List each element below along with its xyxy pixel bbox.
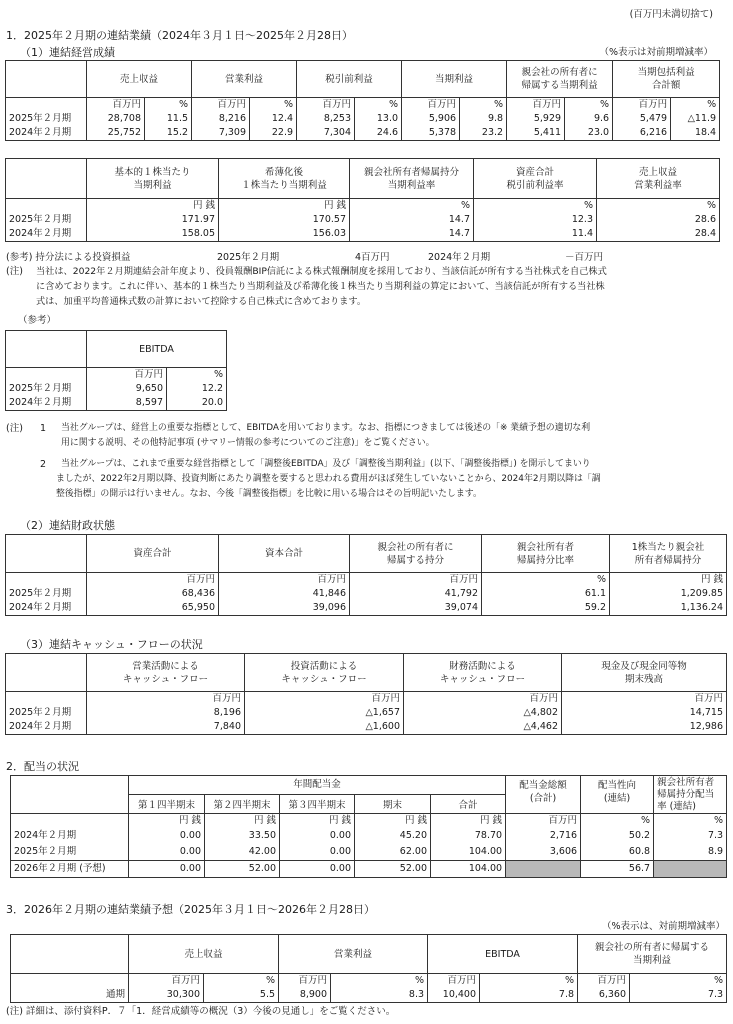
cash-flow-table: [5, 653, 727, 735]
header-diluted-eps: 希薄化後 １株当たり当期利益: [219, 159, 350, 199]
value-cell: 11.4: [474, 227, 597, 242]
header-q3: 第３四半期末: [280, 795, 355, 814]
value-cell: 7,840: [87, 720, 245, 735]
row-label: 2025年２月期: [6, 706, 87, 720]
unit-row: [6, 98, 720, 113]
value-cell: 8,900: [279, 988, 331, 1003]
value-cell: 7.3: [630, 988, 727, 1003]
value-cell: 104.00: [431, 860, 506, 877]
value-cell: 0.00: [129, 844, 205, 860]
table-row: [6, 587, 727, 601]
ebitda-note-line: 用に関する説明、その他特記事項 (サマリー情報の参考についてのご注意)」をご覧ください。: [61, 438, 435, 448]
unit-cell: 百万円: [279, 974, 331, 989]
value-cell: 7.3: [654, 828, 727, 844]
header-operating-margin: 売上収益 営業利益率: [597, 159, 720, 199]
financial-position-table: [5, 534, 727, 616]
value-cell: 6,216: [613, 126, 671, 141]
value-cell: 5,906: [402, 112, 460, 126]
corner-cell: [11, 935, 129, 974]
header-owner-profit: 親会社の所有者に 帰属する当期利益: [521, 67, 598, 91]
value-cell: 30,300: [129, 988, 204, 1003]
unit-row: [11, 974, 727, 989]
header-investing-cf: 投資活動による キャッシュ・フロー: [245, 654, 404, 692]
header-total-dividend: 配当金総額 (合計): [506, 776, 581, 814]
value-cell: 12.2: [167, 382, 227, 396]
equity-method-period1: 2025年２月期: [217, 252, 280, 263]
table-row: [6, 213, 720, 227]
value-cell: △1,600: [245, 720, 404, 735]
value-cell: 41,792: [350, 587, 482, 601]
value-cell: 2,716: [506, 828, 581, 844]
corner-cell: [6, 654, 87, 692]
equity-method-label: (参考) 持分法による投資損益: [6, 252, 131, 263]
unit-cell: %: [630, 974, 727, 989]
row-label: 2024年２月期: [6, 227, 87, 242]
section1-sub3-title: （3）連結キャッシュ・フローの状況: [20, 638, 203, 651]
table-row: [6, 601, 727, 616]
header-bps: 1株当たり親会社 所有者帰属持分: [610, 535, 727, 573]
header-doe: 親会社所有者 帰属持分配当 率 (連結): [654, 776, 727, 814]
value-cell: 39,096: [219, 601, 350, 616]
corner-cell: [11, 776, 129, 814]
unit-row: [6, 199, 720, 214]
value-cell: 18.4: [671, 126, 720, 141]
header-operating-profit: 営業利益: [225, 73, 264, 85]
unit-cell: %: [654, 814, 727, 829]
shaded-cell: [506, 860, 581, 877]
value-cell: 12.3: [474, 213, 597, 227]
note-line: 当社は、2022年２月期連結会計年度より、役員報酬BIP信託による株式報酬制度を採用しており、当該信託が所有する当社株式を自己株式: [36, 266, 607, 277]
value-cell: 62.00: [355, 844, 431, 860]
value-cell: 170.57: [219, 213, 350, 227]
table-row: [11, 844, 727, 860]
unit-cell: %: [480, 974, 578, 989]
ebitda-note-line: 当社グループは、これまで重要な経営指標として「調整後EBITDA」及び「調整後当期利益」(以下、「調整後指標」) を開示してまいり: [61, 459, 591, 469]
value-cell: 14,715: [562, 706, 727, 720]
value-cell: 15.2: [145, 126, 192, 141]
value-cell: △4,802: [404, 706, 562, 720]
value-cell: 33.50: [205, 828, 280, 844]
unit-cell: 百万円: [219, 573, 350, 588]
col-header: [507, 61, 613, 98]
header-comprehensive-income: 当期包括利益 合計額: [637, 67, 695, 91]
value-cell: 52.00: [355, 860, 431, 877]
header-roa: 資産合計 税引前利益率: [474, 159, 597, 199]
value-cell: 7,304: [297, 126, 355, 141]
unit-cell: %: [167, 368, 227, 383]
value-cell: 50.2: [581, 828, 654, 844]
header-annual-dividend: 年間配当金: [129, 776, 506, 795]
unit-cell: %: [597, 199, 720, 214]
table-row: [6, 126, 720, 141]
unit-cell: 百万円: [129, 974, 204, 989]
unit-cell: 百万円: [87, 692, 245, 707]
value-cell: 24.6: [355, 126, 402, 141]
section3-note: (注) 詳細は、添付資料P．７「1．経営成績等の概況（3）今後の見通し」をご覧ください。: [6, 1006, 396, 1017]
row-label: 2024年２月期: [6, 601, 87, 616]
unit-cell: %: [474, 199, 597, 214]
col-header: [297, 61, 402, 98]
value-cell: 12,986: [562, 720, 727, 735]
header-year-end: 期末: [355, 795, 431, 814]
unit-cell: 百万円: [578, 974, 630, 989]
header-q2: 第２四半期末: [205, 795, 280, 814]
value-cell: 8,253: [297, 112, 355, 126]
ebitda-note-line: ましたが、2022年2月期以降、投資判断にあたり調整を要すると思われる費用がほぼ発生していないことから、2024年2月期以降は「調: [56, 474, 601, 484]
header-payout-ratio: 配当性向 (連結): [581, 776, 654, 814]
header-total-assets: 資産合計: [87, 535, 219, 573]
unit-cell: 百万円: [87, 368, 167, 383]
row-label: 2024年２月期: [6, 720, 87, 735]
ebitda-note-number: 2: [40, 459, 47, 470]
value-cell: 61.1: [482, 587, 610, 601]
dividend-table: [10, 775, 727, 878]
col-header: [87, 61, 192, 98]
value-cell: 0.00: [280, 828, 355, 844]
unit-cell: 円 銭: [355, 814, 431, 829]
table-row: [11, 828, 727, 844]
table-row: [6, 112, 720, 126]
unit-cell: 百万円: [613, 98, 671, 113]
reference-title: （参考）: [18, 315, 57, 326]
value-cell: △4,462: [404, 720, 562, 735]
unit-row: [6, 692, 727, 707]
value-cell: 8.9: [654, 844, 727, 860]
value-cell: 8,196: [87, 706, 245, 720]
section1-title: 1．2025年２月期の連結業績（2024年３月１日～2025年２月28日）: [6, 29, 353, 42]
unit-cell: 円 銭: [610, 573, 727, 588]
value-cell: 56.7: [581, 860, 654, 877]
table-row: [6, 396, 227, 411]
header-ebitda: EBITDA: [87, 331, 227, 368]
header-financing-cf: 財務活動による キャッシュ・フロー: [404, 654, 562, 692]
unit-cell: 百万円: [297, 98, 355, 113]
value-cell: 28.4: [597, 227, 720, 242]
unit-cell: 百万円: [506, 814, 581, 829]
header-revenue: 売上収益: [120, 73, 159, 85]
value-cell: 0.00: [280, 844, 355, 860]
value-cell: 10,400: [428, 988, 480, 1003]
header-total: 合計: [431, 795, 506, 814]
value-cell: 23.2: [460, 126, 507, 141]
value-cell: 22.9: [250, 126, 297, 141]
header-pretax-profit: 税引前利益: [325, 73, 373, 85]
value-cell: 9.6: [565, 112, 613, 126]
shaded-cell: [654, 860, 727, 877]
unit-cell: 百万円: [428, 974, 480, 989]
unit-cell: %: [250, 98, 297, 113]
unit-cell: 円 銭: [219, 199, 350, 214]
unit-row: [6, 368, 227, 383]
value-cell: 60.8: [581, 844, 654, 860]
corner-cell: [6, 535, 87, 573]
unit-cell: %: [355, 98, 402, 113]
corner-cell: [6, 331, 87, 368]
forecast-row: [11, 860, 727, 877]
header-ebitda: EBITDA: [428, 935, 578, 974]
value-cell: 104.00: [431, 844, 506, 860]
unit-cell: 百万円: [562, 692, 727, 707]
value-cell: 28,708: [87, 112, 145, 126]
value-cell: 1,209.85: [610, 587, 727, 601]
value-cell: 14.7: [350, 227, 474, 242]
row-label: 2024年２月期: [11, 828, 129, 844]
unit-cell: %: [350, 199, 474, 214]
unit-cell: %: [581, 814, 654, 829]
col-header: [192, 61, 297, 98]
value-cell: 7.8: [480, 988, 578, 1003]
per-share-table: [5, 158, 720, 242]
unit-cell: 百万円: [402, 98, 460, 113]
value-cell: 7,309: [192, 126, 250, 141]
header-net-profit: 当期利益: [435, 73, 474, 85]
row-label: 2025年２月期: [6, 112, 87, 126]
unit-cell: 百万円: [192, 98, 250, 113]
row-label: 2025年２月期: [6, 213, 87, 227]
ebitda-note-line: 整後指標」の開示は行いません。なお、今後「調整後指標」を比較に用いる場合はその旨明記いたします。: [56, 489, 482, 499]
ebitda-note-line: 当社グループは、経営上の重要な指標として、EBITDAを用いております。なお、指標につきましては後述の「※ 業績予想の適切な利: [61, 423, 591, 433]
value-cell: 9.8: [460, 112, 507, 126]
unit-cell: %: [204, 974, 279, 989]
value-cell: 0.00: [280, 860, 355, 877]
row-label: 2025年２月期: [6, 587, 87, 601]
row-label: 2024年２月期: [6, 126, 87, 141]
equity-method-value1: 4百万円: [355, 252, 390, 263]
unit-cell: %: [565, 98, 613, 113]
value-cell: 59.2: [482, 601, 610, 616]
row-label: 2024年２月期: [6, 396, 87, 411]
header-operating-cf: 営業活動による キャッシュ・フロー: [87, 654, 245, 692]
value-cell: 14.7: [350, 213, 474, 227]
note-line: 式は、加重平均普通株式数の計算において控除する自己株式に含めております。: [36, 296, 367, 307]
unit-cell: 円 銭: [129, 814, 205, 829]
value-cell: 12.4: [250, 112, 297, 126]
value-cell: 52.00: [205, 860, 280, 877]
value-cell: △11.9: [671, 112, 720, 126]
value-cell: 28.6: [597, 213, 720, 227]
ebitda-note-prefix: (注): [6, 423, 23, 434]
header-total-equity: 資本合計: [219, 535, 350, 573]
value-cell: △1,657: [245, 706, 404, 720]
value-cell: 68,436: [87, 587, 219, 601]
value-cell: 8,597: [87, 396, 167, 411]
value-cell: 5,929: [507, 112, 565, 126]
unit-cell: 円 銭: [431, 814, 506, 829]
unit-cell: %: [482, 573, 610, 588]
row-label: 通期: [11, 988, 129, 1003]
value-cell: 13.0: [355, 112, 402, 126]
unit-cell: %: [460, 98, 507, 113]
value-cell: 9,650: [87, 382, 167, 396]
equity-method-value2: －百万円: [565, 252, 604, 263]
header-roe: 親会社所有者帰属持分 当期利益率: [350, 159, 474, 199]
value-cell: 5,411: [507, 126, 565, 141]
header-operating-profit: 営業利益: [279, 935, 428, 974]
value-cell: 0.00: [129, 860, 205, 877]
unit-cell: %: [331, 974, 428, 989]
unit-cell: 百万円: [87, 573, 219, 588]
value-cell: 6,360: [578, 988, 630, 1003]
section1-sub1-title: （1）連結経営成績: [20, 46, 115, 59]
value-cell: 0.00: [129, 828, 205, 844]
table-row: [6, 706, 727, 720]
unit-row: [11, 814, 727, 829]
header-owner-equity: 親会社の所有者に 帰属する持分: [350, 535, 482, 573]
col-header: [402, 61, 507, 98]
ebitda-table: [5, 330, 227, 411]
row-label: 2026年２月期 (予想): [11, 860, 129, 877]
unit-cell: 百万円: [87, 98, 145, 113]
value-cell: 78.70: [431, 828, 506, 844]
corner-cell: [6, 61, 87, 98]
value-cell: 8,216: [192, 112, 250, 126]
row-label: 2025年２月期: [11, 844, 129, 860]
section2-title: 2．配当の状況: [6, 760, 79, 773]
value-cell: 20.0: [167, 396, 227, 411]
ebitda-note-number: 1: [40, 423, 47, 434]
value-cell: 11.5: [145, 112, 192, 126]
col-header: [613, 61, 720, 98]
section1-sub2-title: （2）連結財政状態: [20, 519, 115, 532]
value-cell: 39,074: [350, 601, 482, 616]
value-cell: 5,378: [402, 126, 460, 141]
unit-cell: 円 銭: [205, 814, 280, 829]
value-cell: 1,136.24: [610, 601, 727, 616]
row-label: 2025年２月期: [6, 382, 87, 396]
unit-cell: 百万円: [245, 692, 404, 707]
header-cash-balance: 現金及び現金同等物 期末残高: [562, 654, 727, 692]
forecast-table: [10, 934, 727, 1003]
unit-cell: 百万円: [404, 692, 562, 707]
value-cell: 45.20: [355, 828, 431, 844]
value-cell: 3,606: [506, 844, 581, 860]
unit-cell: 百万円: [350, 573, 482, 588]
value-cell: 171.97: [87, 213, 219, 227]
table-row: [6, 720, 727, 735]
table-row: [6, 382, 227, 396]
pct-note: （%表示は対前期増減率）: [599, 47, 713, 58]
value-cell: 23.0: [565, 126, 613, 141]
note-line: に含めております。これに伴い、基本的１株当たり当期利益及び希薄化後１株当たり当期利益の算定において、当該信託が所有する当社株: [36, 281, 605, 292]
operating-results-table: [5, 60, 720, 141]
value-cell: 65,950: [87, 601, 219, 616]
unit-cell: 円 銭: [87, 199, 219, 214]
unit-note: (百万円未満切捨て): [629, 9, 713, 20]
header-equity-ratio: 親会社所有者 帰属持分比率: [482, 535, 610, 573]
table-row: [6, 227, 720, 242]
table-row: [11, 988, 727, 1003]
value-cell: 25,752: [87, 126, 145, 141]
note-prefix: (注): [6, 266, 23, 277]
value-cell: 42.00: [205, 844, 280, 860]
corner-cell: [6, 159, 87, 199]
section3-pct-note: （%表示は、対前期増減率）: [601, 921, 725, 932]
value-cell: 41,846: [219, 587, 350, 601]
unit-row: [6, 573, 727, 588]
header-basic-eps: 基本的１株当たり 当期利益: [87, 159, 219, 199]
value-cell: 158.05: [87, 227, 219, 242]
unit-cell: 円 銭: [280, 814, 355, 829]
header-revenue: 売上収益: [129, 935, 279, 974]
section3-title: 3．2026年２月期の連結業績予想（2025年３月１日～2026年２月28日）: [6, 903, 375, 916]
value-cell: 8.3: [331, 988, 428, 1003]
unit-cell: %: [671, 98, 720, 113]
unit-cell: %: [145, 98, 192, 113]
header-owner-profit: 親会社の所有者に帰属する 当期利益: [578, 935, 727, 974]
header-q1: 第１四半期末: [129, 795, 205, 814]
unit-cell: 百万円: [507, 98, 565, 113]
equity-method-period2: 2024年２月期: [428, 252, 491, 263]
value-cell: 156.03: [219, 227, 350, 242]
value-cell: 5.5: [204, 988, 279, 1003]
value-cell: 5,479: [613, 112, 671, 126]
